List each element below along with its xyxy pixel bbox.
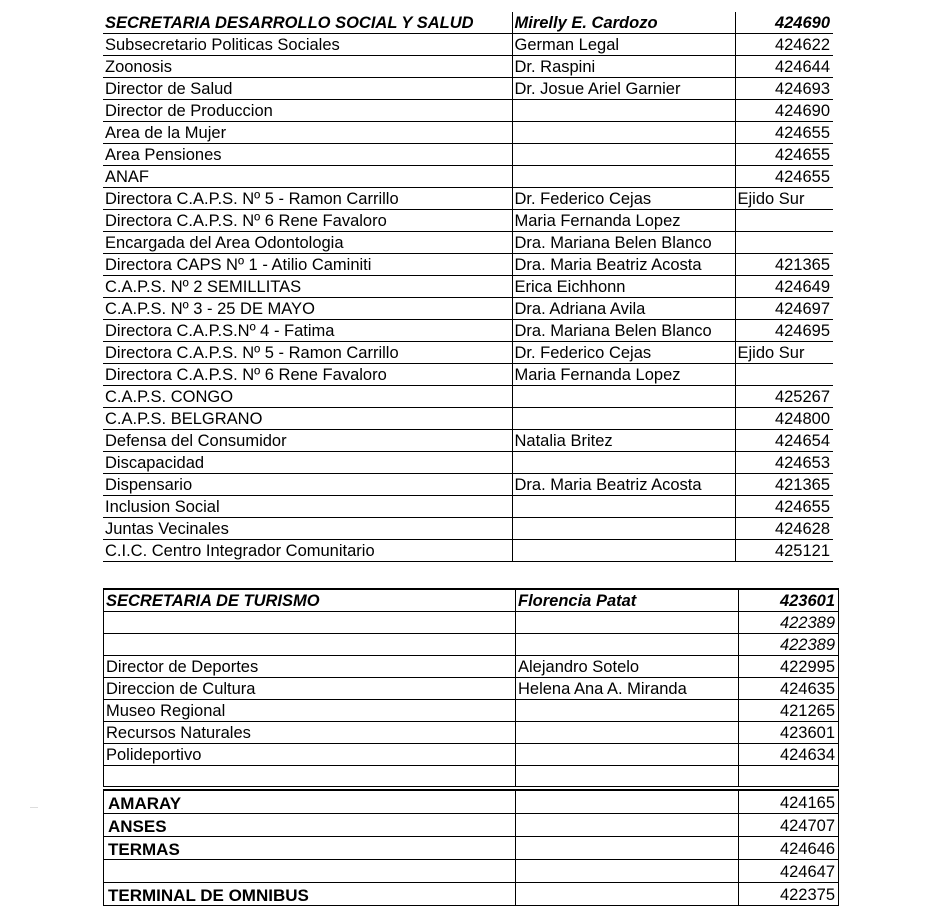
responsable-cell [516,700,739,722]
area-cell: Encargada del Area Odontologia [103,232,512,254]
area-cell: SECRETARIA DESARROLLO SOCIAL Y SALUD [103,12,512,34]
telefono-cell: 424693 [735,78,833,100]
telefono-cell: 424655 [735,144,833,166]
area-cell: Discapacidad [103,452,512,474]
responsable-cell [516,612,739,634]
responsable-cell: Maria Fernanda Lopez [512,210,735,232]
salud-row [103,474,833,496]
turismo-directory-table [103,588,839,787]
telefono-cell: 424707 [739,814,839,837]
telefono-cell: 424690 [735,100,833,122]
salud-row [103,122,833,144]
area-cell: Area Pensiones [103,144,512,166]
salud-row [103,342,833,364]
area-cell: AMARAY [104,790,516,814]
salud-directory-table [103,12,833,562]
organismos-row [104,860,839,883]
responsable-cell [512,144,735,166]
area-cell: Director de Salud [103,78,512,100]
telefono-cell: 424655 [735,166,833,188]
area-cell: SECRETARIA DE TURISMO [104,589,516,612]
responsable-cell [512,100,735,122]
telefono-cell [735,232,833,254]
responsable-cell [516,744,739,766]
area-cell: Dispensario [103,474,512,496]
telefono-cell [735,210,833,232]
responsable-cell [512,540,735,562]
salud-row [103,188,833,210]
area-cell: Museo Regional [104,700,516,722]
salud-row [103,210,833,232]
area-cell: C.A.P.S. Nº 2 SEMILLITAS [103,276,512,298]
salud-row [103,78,833,100]
organismos-row [104,883,839,906]
responsable-cell [516,634,739,656]
telefono-cell: 424635 [739,678,839,700]
area-cell: Direccion de Cultura [104,678,516,700]
responsable-cell: Helena Ana A. Miranda [516,678,739,700]
salud-row [103,100,833,122]
area-cell [104,612,516,634]
responsable-cell: Alejandro Sotelo [516,656,739,678]
stray-mark [30,807,38,808]
turismo-row [104,744,839,766]
salud-row [103,430,833,452]
responsable-cell: Florencia Patat [516,589,739,612]
responsable-cell [516,883,739,906]
organismos-row [104,837,839,860]
telefono-cell: 422389 [739,634,839,656]
telefono-cell: 424655 [735,496,833,518]
turismo-row [104,700,839,722]
salud-row [103,56,833,78]
responsable-cell: Dr. Federico Cejas [512,342,735,364]
telefono-cell: 424649 [735,276,833,298]
turismo-row [104,589,839,612]
responsable-cell [512,386,735,408]
salud-row [103,12,833,34]
telefono-cell: 424655 [735,122,833,144]
empty-cell [104,766,516,787]
responsable-cell [512,452,735,474]
responsable-cell [516,790,739,814]
telefono-cell: Ejido Sur [735,188,833,210]
area-cell: Directora C.A.P.S. Nº 5 - Ramon Carrillo [103,188,512,210]
area-cell: Director de Deportes [104,656,516,678]
area-cell: Subsecretario Politicas Sociales [103,34,512,56]
telefono-cell: 424654 [735,430,833,452]
telefono-cell: 425267 [735,386,833,408]
responsable-cell [512,166,735,188]
telefono-cell: 424644 [735,56,833,78]
turismo-row [104,612,839,634]
salud-row [103,298,833,320]
area-cell: Inclusion Social [103,496,512,518]
salud-row [103,518,833,540]
responsable-cell: Dra. Maria Beatriz Acosta [512,254,735,276]
responsable-cell [516,860,739,883]
organismos-directory-table [103,789,839,906]
area-cell: Juntas Vecinales [103,518,512,540]
telefono-cell [735,364,833,386]
telefono-cell: 424690 [735,12,833,34]
telefono-cell: 424653 [735,452,833,474]
responsable-cell: Natalia Britez [512,430,735,452]
telefono-cell: 422995 [739,656,839,678]
salud-row [103,408,833,430]
responsable-cell: Dr. Raspini [512,56,735,78]
salud-row [103,34,833,56]
area-cell: TERMAS [104,837,516,860]
telefono-cell: 424634 [739,744,839,766]
area-cell [104,634,516,656]
salud-row [103,386,833,408]
area-cell: C.A.P.S. CONGO [103,386,512,408]
responsable-cell: Dr. Josue Ariel Garnier [512,78,735,100]
area-cell: Directora C.A.P.S. Nº 6 Rene Favaloro [103,210,512,232]
area-cell [104,860,516,883]
salud-row [103,232,833,254]
area-cell: Directora C.A.P.S.Nº 4 - Fatima [103,320,512,342]
salud-row [103,452,833,474]
responsable-cell: Dra. Adriana Avila [512,298,735,320]
responsable-cell [516,837,739,860]
area-cell: C.A.P.S. Nº 3 - 25 DE MAYO [103,298,512,320]
area-cell: Area de la Mujer [103,122,512,144]
area-cell: C.A.P.S. BELGRANO [103,408,512,430]
empty-row [104,766,839,787]
empty-cell [516,766,739,787]
telefono-cell: 424647 [739,860,839,883]
responsable-cell: Dra. Mariana Belen Blanco [512,320,735,342]
responsable-cell: Dr. Federico Cejas [512,188,735,210]
responsable-cell: Mirelly E. Cardozo [512,12,735,34]
telefono-cell: 421365 [735,254,833,276]
area-cell: C.I.C. Centro Integrador Comunitario [103,540,512,562]
area-cell: Directora C.A.P.S. Nº 6 Rene Favaloro [103,364,512,386]
responsable-cell: Erica Eichhonn [512,276,735,298]
area-cell: Polideportivo [104,744,516,766]
telefono-cell: 424800 [735,408,833,430]
area-cell: Director de Produccion [103,100,512,122]
telefono-cell: 422375 [739,883,839,906]
salud-row [103,320,833,342]
empty-cell [739,766,839,787]
telefono-cell: 424622 [735,34,833,56]
responsable-cell: Dra. Mariana Belen Blanco [512,232,735,254]
area-cell: Directora C.A.P.S. Nº 5 - Ramon Carrillo [103,342,512,364]
turismo-row [104,722,839,744]
responsable-cell [512,122,735,144]
responsable-cell [512,518,735,540]
telefono-cell: 425121 [735,540,833,562]
telefono-cell: 423601 [739,589,839,612]
area-cell: Directora CAPS Nº 1 - Atilio Caminiti [103,254,512,276]
responsable-cell [512,408,735,430]
telefono-cell: 422389 [739,612,839,634]
salud-row [103,166,833,188]
organismos-row [104,790,839,814]
responsable-cell [516,722,739,744]
salud-row [103,540,833,562]
responsable-cell [516,814,739,837]
telefono-cell: Ejido Sur [735,342,833,364]
salud-row [103,254,833,276]
area-cell: Recursos Naturales [104,722,516,744]
area-cell: ANAF [103,166,512,188]
salud-row [103,144,833,166]
telefono-cell: 424697 [735,298,833,320]
telefono-cell: 424646 [739,837,839,860]
salud-row [103,496,833,518]
organismos-row [104,814,839,837]
responsable-cell [512,496,735,518]
salud-row [103,276,833,298]
area-cell: ANSES [104,814,516,837]
turismo-row [104,656,839,678]
responsable-cell: Dra. Maria Beatriz Acosta [512,474,735,496]
responsable-cell: German Legal [512,34,735,56]
turismo-row [104,634,839,656]
telefono-cell: 424695 [735,320,833,342]
telefono-cell: 421265 [739,700,839,722]
area-cell: Zoonosis [103,56,512,78]
salud-row [103,364,833,386]
area-cell: TERMINAL DE OMNIBUS [104,883,516,906]
responsable-cell: Maria Fernanda Lopez [512,364,735,386]
turismo-row [104,678,839,700]
telefono-cell: 421365 [735,474,833,496]
telefono-cell: 424628 [735,518,833,540]
telefono-cell: 423601 [739,722,839,744]
telefono-cell: 424165 [739,790,839,814]
area-cell: Defensa del Consumidor [103,430,512,452]
